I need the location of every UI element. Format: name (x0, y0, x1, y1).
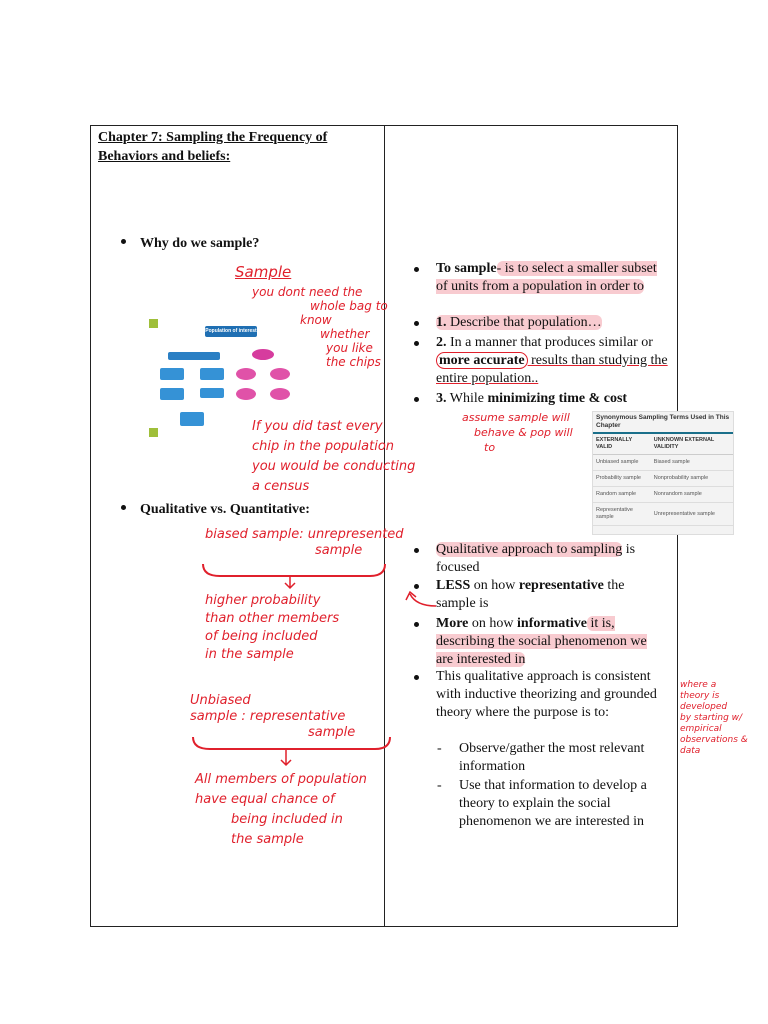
item-2: 2. In a manner that produces similar or more accurate results than studying the entire population.. (436, 334, 670, 388)
handwritten-all-members-note: All members of population have equal chance of being included in the sample (195, 772, 367, 847)
more-informative-item: More on how informative it is, describing the social phenomenon we are interested in (436, 615, 666, 669)
table-row: Random sample Nonrandom sample (593, 487, 733, 503)
table-row: Unbiased sample Biased sample (593, 455, 733, 471)
diagram-node (236, 368, 256, 380)
handwritten-assume-note: assume sample will behave & pop will to (462, 411, 573, 454)
bullet-icon (414, 267, 419, 272)
diagram-node (270, 388, 290, 400)
less-representative-item: LESS on how representative the sample is (436, 577, 666, 613)
bullet-icon (414, 622, 419, 627)
handwritten-probability-note: higher probability than other members of being included in the sample (205, 593, 340, 662)
bullet-icon (414, 397, 419, 402)
handwritten-census-note: If you did tast every chip in the population you would be conducting a census (252, 419, 416, 494)
dash-item-1: - Observe/gather the most relevant information (437, 741, 645, 774)
table-title: Synonymous Sampling Terms Used in This Chapter (596, 414, 730, 429)
chapter-title: Chapter 7: Sampling the Frequency of Behaviors and beliefs: (98, 130, 328, 164)
bullet-icon (414, 321, 419, 326)
bracket-icon (190, 735, 400, 771)
diagram-box (200, 388, 224, 398)
green-square-icon (149, 428, 158, 437)
table-row: Probability sample Nonprobability sample (593, 471, 733, 487)
why-sample-bullet: Why do we sample? (121, 236, 259, 252)
bullet-icon (414, 675, 419, 680)
handwritten-theory-note: where a theory is developed by starting w/ empirical observations & data (680, 680, 748, 756)
green-square-icon (149, 319, 158, 328)
handwritten-unbiased-note: Unbiased sample : representative sample (190, 693, 356, 740)
item-1: 1. Describe that population… (436, 314, 666, 332)
arrow-icon (404, 588, 438, 610)
bullet-icon (121, 239, 126, 244)
bullet-icon (414, 548, 419, 553)
diagram-center-label: Population of interest (205, 326, 257, 337)
synonymous-terms-table (593, 412, 733, 534)
table-header: EXTERNALLY VALID (593, 433, 651, 455)
diagram-node (236, 388, 256, 400)
diagram-box (180, 412, 204, 426)
item-3: 3. While minimizing time & cost (436, 390, 666, 408)
qualitative-consistent-item: This qualitative approach is consistent with inductive theorizing and grounded theory where the purpose is to: (436, 668, 666, 722)
handwritten-biased-note: biased sample: unrepresented sample (205, 527, 404, 558)
handwritten-sample-label: Sample (235, 263, 292, 281)
diagram-box (160, 368, 184, 380)
handwritten-bag-note: you dont need the whole bag to know whether you like the chips (252, 285, 388, 369)
dash-item-2: - Use that information to develop a theory to explain the social phenomenon we are interested in (437, 778, 647, 829)
diagram-box (160, 388, 184, 400)
to-sample-item: To sample- is to select a smaller subset of units from a population in order to (436, 260, 666, 296)
qual-vs-quant-bullet: Qualitative vs. Quantitative: (121, 502, 310, 518)
terms-table (593, 432, 733, 526)
qualitative-approach-item: Qualitative approach to sampling is focused (436, 541, 666, 577)
table-header: UNKNOWN EXTERNAL VALIDITY (651, 433, 733, 455)
bracket-icon (200, 560, 390, 590)
table-row: Representative sample Unrepresentative sample (593, 503, 733, 526)
diagram-box (168, 352, 220, 360)
bullet-icon (414, 341, 419, 346)
bullet-icon (121, 505, 126, 510)
diagram-node (270, 368, 290, 380)
diagram-box (200, 368, 224, 380)
